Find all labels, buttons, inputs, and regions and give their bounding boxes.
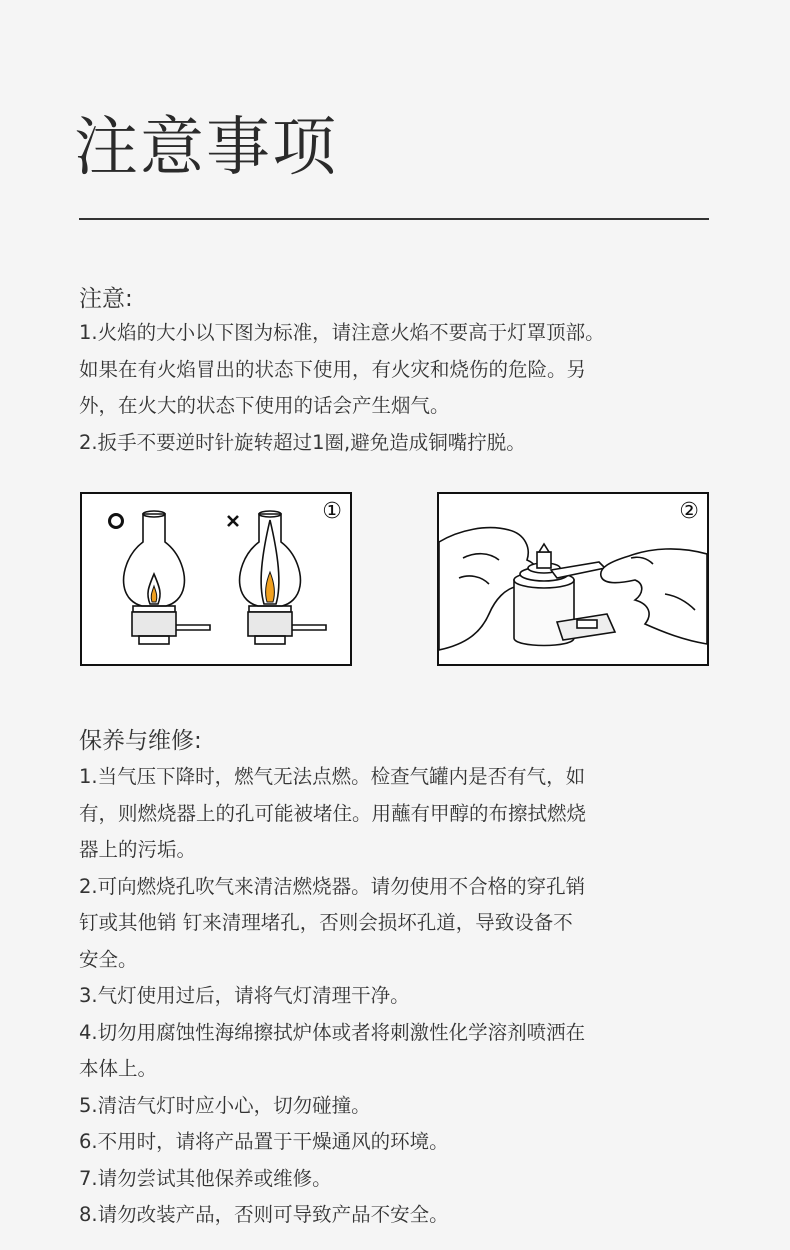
page-title: 注意事项 [74, 111, 338, 185]
lantern-comparison-illustration [82, 494, 350, 664]
ng-mark-icon [228, 516, 238, 526]
caution-line: 外，在火大的状态下使用的话会产生烟气。 [79, 394, 450, 417]
title-divider [79, 218, 709, 220]
caution-heading: 注意: [79, 286, 133, 312]
maintenance-list [79, 759, 719, 1234]
figure-flame-size [80, 492, 352, 666]
caution-list [79, 315, 719, 461]
maintenance-line: 2.可向燃烧孔吹气来清洁燃烧器。请勿使用不合格的穿孔销 [79, 874, 586, 898]
maintenance-line: 5.清洁气灯时应小心，切勿碰撞。 [79, 1093, 371, 1117]
maintenance-line: 有，则燃烧器上的孔可能被堵住。用蘸有甲醇的布擦拭燃烧 [79, 801, 587, 825]
caution-line: 如果在有火焰冒出的状态下使用，有火灾和烧伤的危险。另 [79, 357, 587, 381]
caution-line: 2.扳手不要逆时针旋转超过1圈,避免造成铜嘴拧脱。 [79, 430, 526, 454]
figure-wrench-adjust [437, 492, 709, 666]
figure-2-number: ② [679, 499, 699, 524]
maintenance-line: 4.切勿用腐蚀性海绵擦拭炉体或者将刺激性化学溶剂喷洒在 [79, 1020, 586, 1044]
maintenance-line: 器上的污垢。 [79, 838, 197, 861]
caution-line: 1.火焰的大小以下图为标准，请注意火焰不要高于灯罩顶部。 [79, 321, 605, 344]
maintenance-line: 7.请勿尝试其他保养或维修。 [79, 1166, 332, 1190]
maintenance-line: 8.请勿改装产品，否则可导致产品不安全。 [79, 1203, 449, 1226]
hand-wrench-illustration [439, 494, 707, 664]
maintenance-line: 钉或其他销 钉来清理堵孔，否则会损坏孔道，导致设备不 [79, 911, 573, 934]
maintenance-line: 3.气灯使用过后，请将气灯清理干净。 [79, 984, 410, 1007]
maintenance-line: 本体上。 [79, 1057, 158, 1080]
maintenance-line: 6.不用时，请将产品置于干燥通风的环境。 [79, 1130, 449, 1153]
maintenance-line: 1.当气压下降时，燃气无法点燃。检查气罐内是否有气，如 [79, 765, 586, 788]
maintenance-heading: 保养与维修: [79, 728, 202, 754]
maintenance-line: 安全。 [79, 947, 138, 971]
figure-1-number: ① [322, 499, 342, 524]
ok-mark-icon [110, 515, 123, 528]
